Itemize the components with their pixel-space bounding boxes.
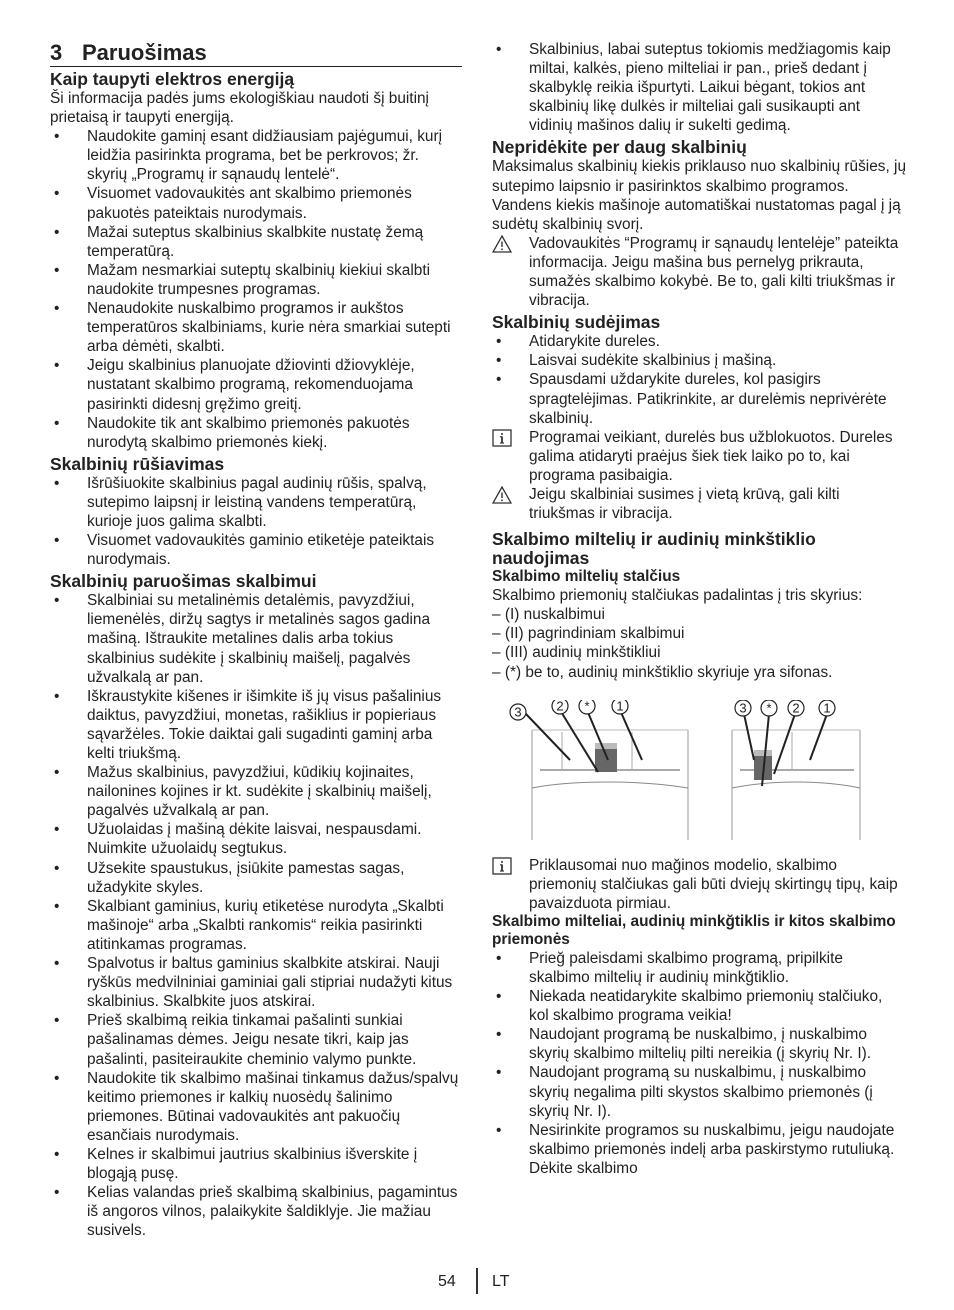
warning-text: Jeigu skalbiniai susimes į vietą krūvą, gali kilti triukšmas ir vibracija. bbox=[529, 485, 840, 523]
detergent-drawer-figure bbox=[492, 700, 906, 850]
list-item: • Prieğ paleisdami skalbimo programą, pripilkite skalbimo miltelių ir audinių minkğtiklio. bbox=[492, 949, 906, 987]
figure-label: 1 bbox=[616, 699, 624, 714]
detergent-sub-heading: Skalbimo milteliai, audinių minkğtiklis ir kitos skalbimo priemonės bbox=[492, 912, 896, 948]
sorting-heading: Skalbinių rūšiavimas bbox=[50, 453, 225, 474]
chapter-number: 3 bbox=[50, 40, 63, 65]
overload-paragraph-2: Vandens kiekis mašinoje automatiškai nustatomas pagal į ją sudėtų skalbinių svorį. bbox=[492, 196, 901, 233]
list-item: • Užsekite spaustukus, įsiūkite pamestas sagas, užadykite skyles. bbox=[50, 859, 462, 897]
list-item: • Spalvotus ir baltus gaminius skalbkite atskirai. Nauji ryškūs medvilniniai gaminiai gali stipriai nudažyti kitus skalbinius. Skalbkite juos atskirai. bbox=[50, 954, 462, 1011]
figure-label: 1 bbox=[823, 700, 831, 716]
preparing-list-continued bbox=[492, 40, 906, 135]
chapter-name: Paruošimas bbox=[82, 40, 207, 65]
drawer-intro: Skalbimo priemonių stalčiukas padalintas į tris skyrius: bbox=[492, 587, 863, 605]
energy-intro: Ši informacija padės jums ekologiškiau naudoti šį buitinį prietaisą ir taupyti energiją. bbox=[50, 90, 429, 127]
drawer-illustration bbox=[492, 700, 906, 850]
loading-heading: Skalbinių sudėjimas bbox=[492, 312, 661, 333]
overload-warning bbox=[492, 234, 906, 310]
figure-label: 2 bbox=[556, 699, 564, 714]
warning-text: Vadovaukitės “Programų ir sąnaudų lentelėje” pateikta informacija. Jeigu mašina bus pernelyg prikrauta, sumažės skalbimo kokybė. Be to, gali kilti triukšmas ir vibracija. bbox=[529, 234, 899, 310]
drawer-info bbox=[492, 856, 906, 913]
list-item: • Skalbiniai su metalinėmis detalėmis, pavyzdžiui, liemenėlės, diržų sagtys ir metalinės sagos gadina mašiną. Ištraukite metalines dalis arba tokius skalbinius sudėkite į skalbinių maišelį, pagalvės užvalkalą ar pan. bbox=[50, 591, 462, 686]
drawer-type-a bbox=[526, 710, 688, 840]
list-item: • Kelias valandas prieš skalbimą skalbinius, pagamintus iš angoros vilnos, palaikykite šaldiklyje. Jie mažiau susivels. bbox=[50, 1183, 462, 1240]
loading-warning bbox=[492, 485, 906, 523]
preparing-list bbox=[50, 591, 462, 1240]
list-item: • Spausdami uždarykite dureles, kol pasigirs spragtelėjimas. Patikrinkite, ar durelėmis neprivėrėte skalbinių. bbox=[492, 370, 906, 427]
left-column bbox=[50, 40, 462, 1240]
list-item: • Jeigu skalbinius planuojate džiovinti džiovyklėje, nustatant skalbimo programą, rekomenduojama pasirinkti didesnį gręžimo greitį. bbox=[50, 356, 462, 413]
list-item: • Mažam nesmarkiai suteptų skalbinių kiekiui skalbti naudokite trumpesnes programas. bbox=[50, 261, 462, 299]
list-item: • Visuomet vadovaukitės ant skalbimo priemonės pakuotės pateiktais nurodymais. bbox=[50, 184, 462, 222]
info-text: Priklausomai nuo mağinos modelio, skalbimo priemonių stalčiukas gali būti dviejų skirtingų tipų, kaip pavaizduota pirmiau. bbox=[529, 856, 898, 912]
energy-list bbox=[50, 127, 462, 452]
warning-icon bbox=[492, 235, 512, 253]
chapter-title bbox=[50, 40, 462, 67]
overload-paragraph-1: Maksimalus skalbinių kiekis priklauso nuo skalbinių rūšies, jų sutepimo laipsnio ir pasirinktos skalbimo programos. bbox=[492, 158, 907, 195]
drawer-heading: Skalbimo miltelių stalčius bbox=[492, 568, 681, 586]
list-item: • Nenaudokite nuskalbimo programos ir aukštos temperatūros skalbiniams, kurie nėra smarkiai sutepti arba dėmėti, skalbti. bbox=[50, 299, 462, 356]
list-item: • Naudojant programą be nuskalbimo, į nuskalbimo skyrių skalbimo miltelių pilti nereikia (į skyrių Nr. I). bbox=[492, 1025, 906, 1063]
list-item: • Naudojant programą su nuskalbimu, į nuskalbimo skyrių negalima pilti skystos skalbimo priemonės (į skyrių Nr. I). bbox=[492, 1063, 906, 1120]
list-item: • Naudokite tik ant skalbimo priemonės pakuotės nurodytą skalbimo priemonės kiekį. bbox=[50, 414, 462, 452]
list-item: • Laisvai sudėkite skalbinius į mašiną. bbox=[492, 351, 906, 370]
list-item: • Mažus skalbinius, pavyzdžiui, kūdikių kojinaites, nailonines kojines ir kt. sudėkite į skalbinių maišelį, pagalvės užvalkalą ar pan. bbox=[50, 763, 462, 820]
compartment-item: – (*) be to, audinių minkštiklio skyriuje yra sifonas. bbox=[492, 663, 833, 681]
list-item: • Iškraustykite kišenes ir išimkite iš jų visus pašalinius daiktus, pavyzdžiui, monetas, rašiklius ir popieriaus sąvaržėles. Tokie daiktai gali sugadinti gaminį arba kelti triukšmą. bbox=[50, 687, 462, 763]
list-item: • Nesirinkite programos su nuskalbimu, jeigu naudojate skalbimo priemonės indelį arba paskirstymo rutuliuką. Dėkite skalbimo bbox=[492, 1121, 906, 1178]
list-item: • Užuolaidas į mašiną dėkite laisvai, nespausdami. Nuimkite užuolaidų segtukus. bbox=[50, 820, 462, 858]
loading-list bbox=[492, 332, 906, 427]
list-item: • Prieš skalbimą reikia tinkamai pašalinti sunkiai pašalinamas dėmes. Jeigu nesate tikri, kaip jas pašalinti, pasiteiraukite cheminio valymo punkte. bbox=[50, 1011, 462, 1068]
compartment-item: – (II) pagrindiniam skalbimui bbox=[492, 625, 685, 643]
warning-icon bbox=[492, 486, 512, 504]
list-item: • Mažai suteptus skalbinius skalbkite nustatę žemą temperatūrą. bbox=[50, 223, 462, 261]
list-item: • Atidarykite dureles. bbox=[492, 332, 906, 351]
detergent-heading: Skalbimo miltelių ir audinių minkštiklio naudojimas bbox=[492, 529, 816, 569]
list-item: • Išrūšiuokite skalbinius pagal audinių rūšis, spalvą, sutepimo laipsnį ir leistiną vandens temperatūrą, kurioje juos galima skalbti. bbox=[50, 474, 462, 531]
list-item: • Visuomet vadovaukitės gaminio etiketėje pateiktais nurodymais. bbox=[50, 531, 462, 569]
footer-divider bbox=[476, 1268, 478, 1294]
detergent-list bbox=[492, 949, 906, 1178]
info-icon bbox=[492, 429, 512, 447]
list-item: • Skalbiant gaminius, kurių etiketėse nurodyta „Skalbti mašinoje“ arba „Skalbti rankomis“ reikia pasirinkti atitinkamas programas. bbox=[50, 897, 462, 954]
list-item: • Kelnes ir skalbimui jautrius skalbinius išverskite į blogąją pusę. bbox=[50, 1145, 462, 1183]
figure-label: 3 bbox=[514, 704, 522, 720]
preparing-heading: Skalbinių paruošimas skalbimui bbox=[50, 571, 317, 592]
list-item: • Naudokite tik skalbimo mašinai tinkamus dažus/spalvų keitimo priemones ir kalkių nuosėdų šalinimo priemones. Būtinai vadovaukitės ant pakuočių esančiais nurodymais. bbox=[50, 1069, 462, 1145]
figure-label: 3 bbox=[739, 700, 747, 716]
compartment-item: – (III) audinių minkštikliui bbox=[492, 644, 661, 662]
language-code: LT bbox=[492, 1273, 510, 1290]
overload-heading: Nepridėkite per daug skalbinių bbox=[492, 137, 747, 158]
figure-label: * bbox=[766, 700, 772, 716]
figure-label: * bbox=[584, 699, 590, 714]
loading-info bbox=[492, 428, 906, 485]
list-item: • Niekada neatidarykite skalbimo priemonių stalčiuko, kol skalbimo programa veikia! bbox=[492, 987, 906, 1025]
page-footer bbox=[0, 1272, 954, 1296]
compartment-item: – (I) nuskalbimui bbox=[492, 606, 605, 624]
figure-label: 2 bbox=[792, 700, 800, 716]
list-item: • Skalbinius, labai suteptus tokiomis medžiagomis kaip miltai, kalkės, pieno milteliai ir pan., prieš dedant į skalbyklę reikia išpurtyti. Laikui bėgant, tokios ant skalbinių likę dulkės ir milteliai gali susikaupti ant vidinių mašinos dalių ir sukelti gedimą. bbox=[492, 40, 906, 135]
drawer-type-b bbox=[732, 714, 860, 840]
list-item: • Naudokite gaminį esant didžiausiam pajėgumui, kurį leidžia pasirinkta programa, bet be perkrovos; žr. skyrių „Programų ir sąnaudų lentelė“. bbox=[50, 127, 462, 184]
info-icon bbox=[492, 857, 512, 875]
sorting-list bbox=[50, 474, 462, 569]
info-text: Programai veikiant, durelės bus užblokuotos. Dureles galima atidaryti praėjus šiek tiek laiko po to, kai programa pasibaigia. bbox=[529, 428, 893, 484]
page-number: 54 bbox=[438, 1273, 456, 1290]
right-column bbox=[492, 40, 906, 1178]
energy-heading: Kaip taupyti elektros energiją bbox=[50, 69, 295, 89]
